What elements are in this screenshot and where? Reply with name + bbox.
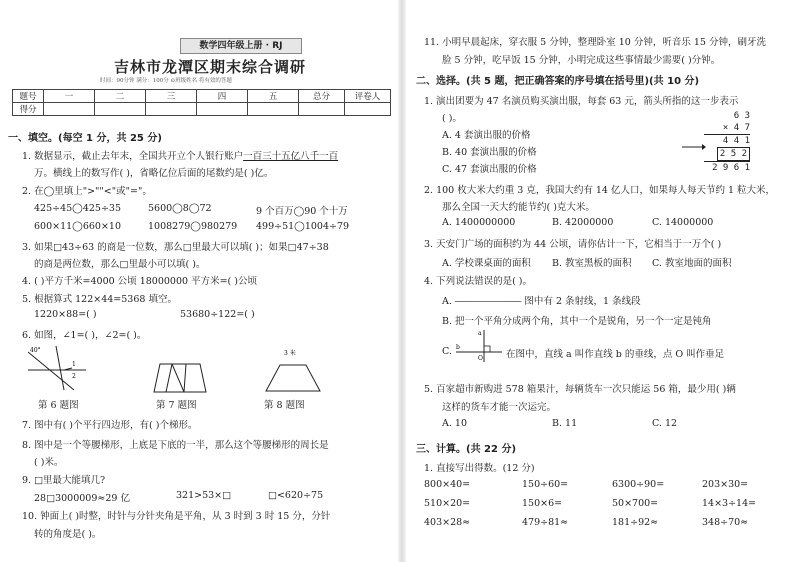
calc-item: 403×28≈ bbox=[424, 517, 471, 528]
table-cell: 二 bbox=[95, 90, 146, 103]
line-a-label: a bbox=[478, 330, 482, 337]
choice-5-line-1: 5. 百家超市新购进 578 箱果汁，每辆货车一次只能运 56 箱，最少用( )辆 bbox=[424, 384, 736, 395]
figure-8-caption: 第 8 题图 bbox=[264, 400, 305, 411]
score-input-cell[interactable] bbox=[345, 103, 391, 116]
question-5-item: 1220×88=( ) bbox=[34, 309, 97, 320]
table-cell: 五 bbox=[248, 90, 299, 103]
choice-1-option-c[interactable]: C. 47 套演出服的价格 bbox=[442, 164, 537, 175]
choice-4: 4. 下列说法错误的是( )。 bbox=[424, 276, 533, 287]
exam-title: 吉林市龙潭区期末综合调研 bbox=[113, 58, 306, 76]
score-input-cell[interactable] bbox=[197, 103, 248, 116]
figure-6-caption: 第 6 题图 bbox=[38, 400, 79, 411]
score-table-header-row bbox=[13, 90, 391, 103]
choice-3: 3. 天安门广场的面积约为 44 公顷，请你估计一下，它相当于一万个( ) bbox=[424, 239, 722, 250]
figure-8-trapezoid bbox=[262, 347, 324, 395]
calc-item: 479÷81≈ bbox=[522, 517, 569, 528]
choice-1-option-a[interactable]: A. 4 套演出服的价格 bbox=[442, 130, 531, 141]
figure-6-angles bbox=[28, 344, 88, 392]
choice-1-option-b[interactable]: B. 40 套演出服的价格 bbox=[442, 147, 537, 158]
section-3-heading: 三、计算。(共 22 分) bbox=[416, 444, 517, 455]
exam-meta: 时间：90分钟 满分：100分 ⊙班级姓名 将有效的答题 bbox=[100, 78, 232, 84]
figure-7-trapezoid bbox=[152, 362, 208, 394]
score-input-cell[interactable] bbox=[299, 103, 345, 116]
calc-line-boxed: 2 5 2 bbox=[717, 147, 750, 161]
question-11-line-1: 11. 小明早晨起床，穿衣服 5 分钟，整理卧室 10 分钟，听音乐 15 分钟，刷牙洗 bbox=[424, 37, 766, 48]
perpendicular-lines-figure bbox=[454, 328, 504, 364]
choice-3-option-b[interactable]: B. 教室黑板的面积 bbox=[552, 258, 632, 269]
question-2-item: 425÷45◯425÷35 bbox=[34, 203, 121, 214]
choice-3-option-a[interactable]: A. 学校课桌面的面积 bbox=[442, 258, 531, 269]
question-9-item: □<620÷75 bbox=[268, 490, 324, 501]
question-1-number-words: 一百三十五亿八千一百 bbox=[243, 151, 339, 162]
line-b-label: b bbox=[456, 344, 460, 351]
calc-item: 14×3÷14= bbox=[702, 498, 757, 509]
question-2: 2. 在◯里填上">""<"或"="。 bbox=[22, 186, 152, 197]
calc-item: 150÷60= bbox=[522, 479, 569, 490]
calc-item: 6300÷90= bbox=[612, 479, 665, 490]
choice-1-line-1: 1. 演出团要为 47 名演员购买演出服，每套 63 元，箭头所指的这一步表示 bbox=[424, 96, 739, 107]
calc-line: 6 3 bbox=[733, 111, 750, 121]
question-3-line-1: 3. 如果□43÷63 的商是一位数，那么□里最大可以填( )；如果□47÷38 bbox=[22, 242, 329, 253]
question-2-item: 1008279◯980279 bbox=[148, 221, 238, 232]
calc-line: 4 4 1 bbox=[722, 136, 750, 146]
calc-item: 510×20= bbox=[424, 498, 471, 509]
calc-item: 50×700= bbox=[612, 498, 659, 509]
question-9-item: 321>53×□ bbox=[176, 490, 232, 501]
calc-part-1-heading: 1. 直接写出得数。(12 分) bbox=[424, 463, 535, 474]
angle-1-label: 1 bbox=[72, 361, 76, 368]
choice-4-option-c[interactable]: 在图中，直线 a 叫作直线 b 的垂线，点 O 叫作垂足 bbox=[506, 349, 725, 360]
question-2-item: 9 个百万◯90 个十万 bbox=[256, 206, 348, 217]
question-8-line-1: 8. 图中是一个等腰梯形，上底是下底的一半，那么这个等腰梯形的周长是 bbox=[22, 440, 329, 451]
score-table-score-row bbox=[13, 103, 391, 116]
choice-5-line-2: 这样的货车才能一次运完。 bbox=[442, 402, 557, 413]
choice-5-option-c[interactable]: C. 12 bbox=[652, 418, 678, 429]
question-9: 9. □里最大能填几? bbox=[22, 475, 106, 486]
question-2-item: 5600◯8◯72 bbox=[148, 203, 212, 214]
choice-5-option-a[interactable]: A. 10 bbox=[442, 418, 467, 429]
question-4: 4. ( )平方千米=4000 公顷 18000000 平方米=( )公顷 bbox=[22, 276, 257, 287]
table-cell: 题号 bbox=[13, 90, 44, 103]
calc-item: 181÷92≈ bbox=[612, 517, 659, 528]
score-table bbox=[12, 89, 391, 116]
choice-1-line-2: ( )。 bbox=[442, 113, 462, 124]
section-1-heading: 一、填空。(每空 1 分，共 25 分) bbox=[8, 133, 162, 144]
choice-3-option-c[interactable]: C. 教室地面的面积 bbox=[652, 258, 732, 269]
question-5-item: 53680÷122=( ) bbox=[180, 309, 255, 320]
question-10-line-2: 转的角度是( )。 bbox=[34, 529, 102, 540]
question-2-item: 600×11◯660×10 bbox=[34, 221, 121, 232]
question-3-line-2: 的商是两位数，那么□里最小可以填( )。 bbox=[34, 259, 206, 270]
score-input-cell[interactable] bbox=[146, 103, 197, 116]
choice-4-option-b[interactable]: B. 把一个平角分成两个角，其中一个是锐角，另一个一定是钝角 bbox=[442, 316, 712, 327]
vertical-multiplication bbox=[704, 110, 750, 174]
calc-item: 203×30= bbox=[702, 479, 749, 490]
choice-2-option-b[interactable]: B. 42000000 bbox=[552, 217, 614, 228]
figure-7-caption: 第 7 题图 bbox=[156, 400, 197, 411]
table-cell: 评卷人 bbox=[345, 90, 391, 103]
choice-2-option-c[interactable]: C. 14000000 bbox=[652, 217, 714, 228]
question-1-line-1 bbox=[22, 148, 338, 162]
question-5: 5. 根据算式 122×44=5368 填空。 bbox=[22, 294, 177, 305]
choice-4-option-a[interactable]: A. ――――――― 图中有 2 条射线，1 条线段 bbox=[442, 296, 641, 307]
question-11-line-2: 脸 5 分钟，吃早饭 15 分钟，小明完成这些事情最少需要( )分钟。 bbox=[442, 55, 721, 66]
calc-line: 2 9 6 1 bbox=[704, 161, 750, 174]
length-label: 3 米 bbox=[284, 350, 296, 357]
table-cell: 得分 bbox=[13, 103, 44, 116]
right-page bbox=[402, 0, 794, 562]
choice-5-option-b[interactable]: B. 11 bbox=[552, 418, 578, 429]
calc-item: 348÷70≈ bbox=[702, 517, 749, 528]
choice-2-option-a[interactable]: A. 1400000000 bbox=[442, 217, 516, 228]
question-1-line-2: 万。横线上的数写作( )，省略亿位后面的尾数约是( )亿。 bbox=[34, 168, 274, 179]
calc-line: × 4 7 bbox=[704, 122, 750, 135]
score-input-cell[interactable] bbox=[44, 103, 95, 116]
score-input-cell[interactable] bbox=[248, 103, 299, 116]
table-cell: 四 bbox=[197, 90, 248, 103]
question-10-line-1: 10. 钟面上( )时整，时针与分针夹角是平角，从 3 时到 3 时 15 分，分针 bbox=[22, 511, 331, 522]
score-input-cell[interactable] bbox=[95, 103, 146, 116]
angle-2-label: 2 bbox=[72, 373, 76, 380]
calc-item: 150×6= bbox=[522, 498, 563, 509]
choice-4-option-c-prefix[interactable]: C. bbox=[442, 346, 452, 357]
question-6: 6. 如图，∠1=( )，∠2=( )。 bbox=[22, 330, 147, 341]
calc-item: 800×40= bbox=[424, 479, 471, 490]
question-2-item: 499÷51◯1004÷79 bbox=[256, 221, 350, 232]
question-8-line-2: ( )米。 bbox=[34, 457, 64, 468]
arrow-icon bbox=[682, 142, 706, 152]
question-7: 7. 图中有( )个平行四边形，有( )个梯形。 bbox=[22, 420, 198, 431]
angle-40-label: 40° bbox=[30, 347, 41, 354]
question-9-item: 28□3000009≈29 亿 bbox=[34, 493, 130, 504]
table-cell: 总分 bbox=[299, 90, 345, 103]
point-o-label: O bbox=[478, 355, 483, 362]
subject-badge: 数学四年级上册 · RJ bbox=[180, 38, 302, 54]
table-cell: 一 bbox=[44, 90, 95, 103]
section-2-heading: 二、选择。(共 5 题，把正确答案的序号填在括号里)(共 10 分) bbox=[416, 76, 700, 87]
choice-2-line-1: 2. 100 枚大米大约重 3 克，我国大约有 14 亿人口，如果每人每天节约 1 粒大米， bbox=[424, 185, 776, 196]
choice-2-line-2: 那么全国一天大约能节约( )克大米。 bbox=[442, 202, 595, 213]
question-1-text: 1. 数据显示，截止去年末，全国共开立个人银行账户 bbox=[22, 151, 244, 162]
table-cell: 三 bbox=[146, 90, 197, 103]
